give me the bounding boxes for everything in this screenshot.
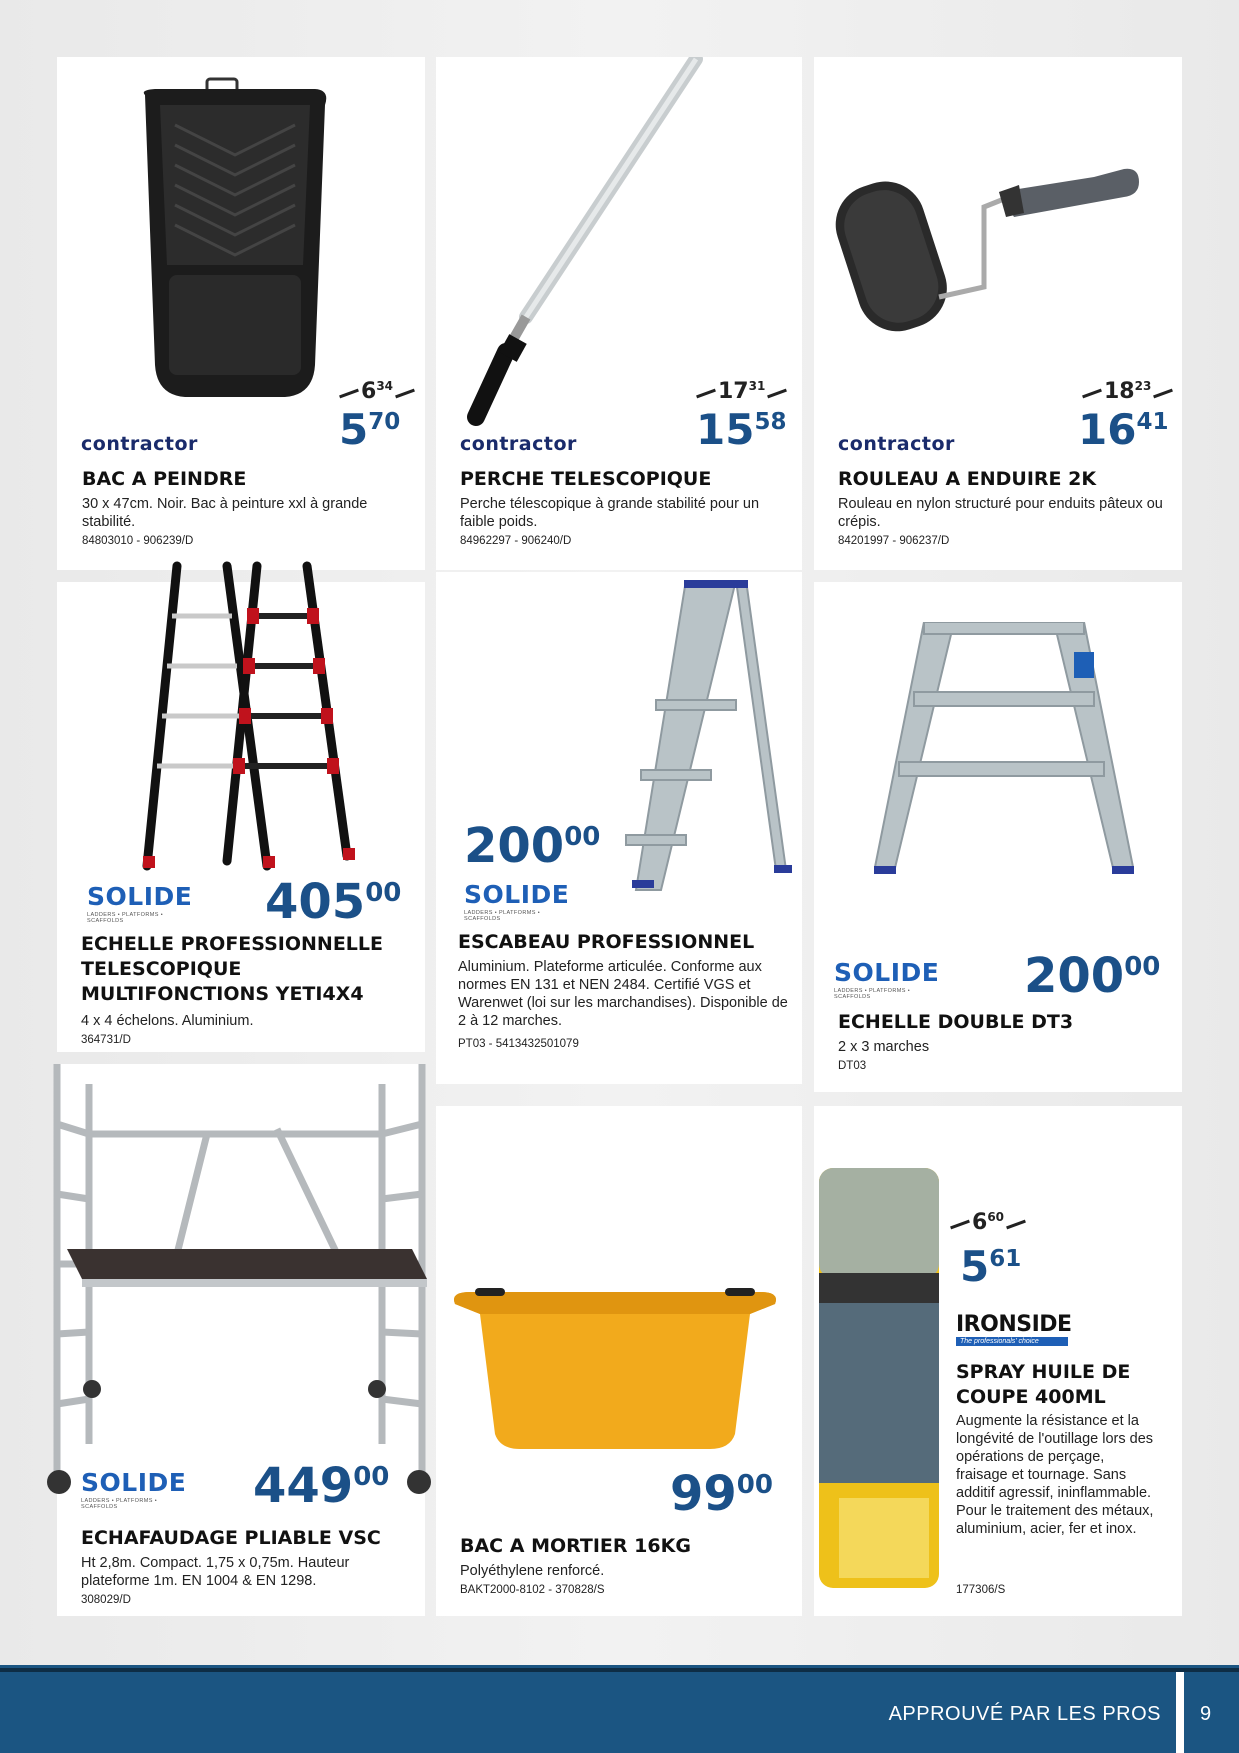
solide-logo-word: SOLIDE [87,882,193,911]
product-card-echelle-yeti [57,582,425,1052]
product-title: PERCHE TELESCOPIQUE [460,468,712,490]
product-title: ESCABEAU PROFESSIONNEL [458,931,755,953]
product-card-bac-a-mortier [436,1106,802,1616]
product-description: Augmente la résistance et la longévité de l'outillage lors des opérations de perçage, fraisage et tournage. Sans additif agressif, ininflammable. Pour le traitement des métaux, aluminium, acier, fer et inox. [956,1413,1154,1537]
price: 44900 [253,1458,390,1514]
solide-logo-word: SOLIDE [464,880,570,909]
solide-logo-word: SOLIDE [81,1468,187,1497]
ironside-logo [956,1312,1071,1346]
price: 40500 [265,874,402,930]
product-card-spray-huile [814,1106,1182,1616]
solide-logo [464,880,570,922]
spray-can-image [804,1168,954,1596]
product-description: Rouleau en nylon structuré pour enduits pâteux ou crépis. [838,496,1163,530]
scaffold-image [47,1064,437,1504]
old-price: $6^{60}$ [948,1210,1028,1235]
solide-logo-tagline: LADDERS • PLATFORMS • SCAFFOLDS [834,988,911,1000]
footer-slogan: APPROUVÉ PAR LES PROS [888,1703,1161,1725]
price: 1641 [1078,405,1169,454]
product-reference: PT03 - 5413432501079 [458,1038,579,1050]
product-title: SPRAY HUILE DE COUPE 400ML [956,1361,1131,1408]
product-description: 2 x 3 marches [838,1039,930,1055]
product-description: Perche télescopique à grande stabilité pour un faible poids. [460,496,760,530]
product-description: Polyéthylene renforcé. [460,1563,605,1579]
step-ladder-image [596,580,806,900]
price: 570 [339,405,401,454]
product-description: Aluminium. Plateforme articulée. Conforme aux normes EN 131 et NEN 2484. Certifié VGS et Warenwet (loi sur les marchandises). Disponible de 2 à 12 marches. [458,959,788,1029]
product-description: 30 x 47cm. Noir. Bac à peinture xxl à grande stabilité. [82,496,368,530]
price: 20000 [464,818,601,874]
solide-logo-tagline: LADDERS • PLATFORMS • SCAFFOLDS [464,910,541,922]
product-title: ECHAFAUDAGE PLIABLE VSC [81,1527,381,1549]
product-card-escabeau-professionnel [436,572,802,1084]
product-title: ECHELLE PROFESSIONNELLE TELESCOPIQUE MULTIFONCTIONS YETI4X4 [81,933,383,1005]
product-card-rouleau-a-enduire [814,57,1182,570]
telescopic-pole-image [456,57,716,437]
solide-logo-word: SOLIDE [834,958,940,987]
product-card-bac-a-peindre [57,57,425,570]
product-title: BAC A MORTIER 16KG [460,1535,691,1557]
paint-roller-image [834,137,1154,357]
product-description: 4 x 4 échelons. Aluminium. [81,1013,254,1029]
contractor-logo: contractor [838,433,955,455]
product-reference: 84803010 - 906239/D [82,535,194,547]
old-price: $17^{31}$ [694,379,789,404]
product-reference: 308029/D [81,1594,131,1606]
product-title: BAC A PEINDRE [82,468,247,490]
product-reference: 84962297 - 906240/D [460,535,572,547]
paint-tray-image [135,75,335,405]
product-reference: 84201997 - 906237/D [838,535,950,547]
page-number: 9 [1200,1703,1212,1725]
old-price: $6^{34}$ [337,379,417,404]
product-reference: BAKT2000-8102 - 370828/S [460,1584,605,1596]
ironside-logo-tagline: The professionals' choice [956,1337,1068,1346]
contractor-logo: contractor [460,433,577,455]
solide-logo [81,1468,187,1510]
ironside-logo-word: IRONSIDE [956,1312,1072,1337]
product-description: Ht 2,8m. Compact. 1,75 x 0,75m. Hauteur plateforme 1m. EN 1004 & EN 1298. [81,1555,350,1589]
price: 9900 [670,1466,773,1522]
product-card-echafaudage [57,1064,425,1616]
product-reference: 177306/S [956,1584,1006,1596]
price: 561 [960,1242,1022,1291]
double-ladder-image [874,622,1134,882]
product-title: ECHELLE DOUBLE DT3 [838,1011,1074,1033]
solide-logo-tagline: LADDERS • PLATFORMS • SCAFFOLDS [81,1498,158,1510]
solide-logo [834,958,940,1000]
product-reference: DT03 [838,1060,867,1072]
product-card-echelle-double [814,582,1182,1092]
mortar-tub-image [450,1284,780,1454]
price: 20000 [1024,948,1161,1004]
product-reference: 364731/D [81,1034,131,1046]
product-title: ROULEAU A ENDUIRE 2K [838,468,1097,490]
solide-logo [87,882,193,924]
price: 1558 [696,405,787,454]
old-price: $18^{23}$ [1080,379,1175,404]
contractor-logo: contractor [81,433,198,455]
footer-divider [0,1668,1239,1672]
telescopic-ladder-image [117,556,377,886]
product-card-perche-telescopique [436,57,802,570]
solide-logo-tagline: LADDERS • PLATFORMS • SCAFFOLDS [87,912,164,924]
footer-separator [1176,1672,1184,1753]
